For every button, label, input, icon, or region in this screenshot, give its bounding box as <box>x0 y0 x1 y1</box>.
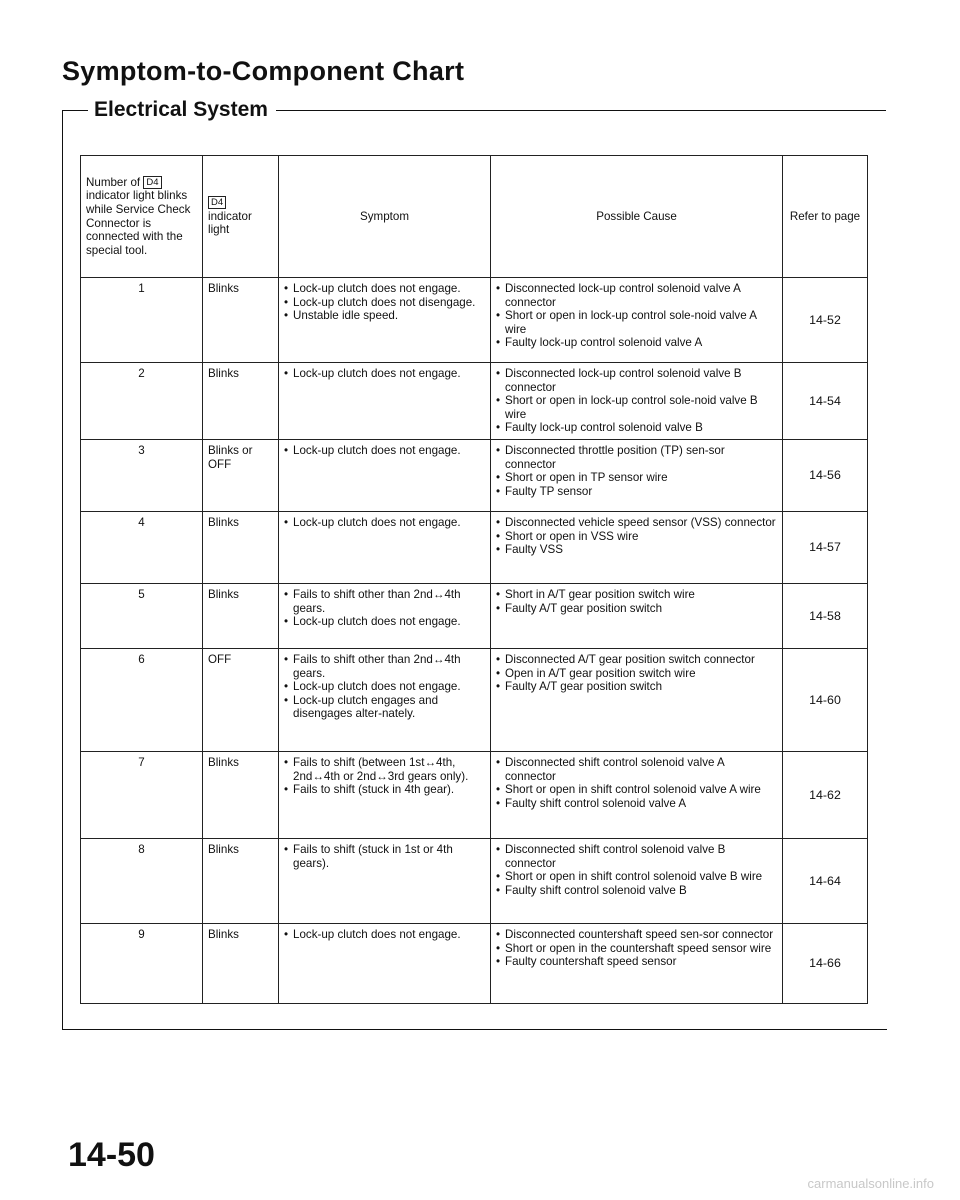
row-reference-page: 14-56 <box>783 440 868 512</box>
symptom-item: • Fails to shift (stuck in 4th gear). <box>284 783 485 797</box>
symptom-item: • Lock-up clutch does not engage. <box>284 367 485 381</box>
row-symptoms-list <box>284 756 485 797</box>
cause-item: • Short or open in VSS wire <box>496 530 777 544</box>
header-number-label: Number of <box>86 175 141 189</box>
symptom-component-table <box>80 155 868 1004</box>
row-number: 3 <box>81 440 203 512</box>
symptom-item: • Fails to shift (between 1st↔4th, 2nd↔4th or 2nd↔3rd gears only). <box>284 756 485 783</box>
row-symptoms <box>279 752 491 839</box>
cause-item: • Disconnected shift control solenoid valve A connector <box>496 756 777 783</box>
row-causes <box>491 440 783 512</box>
row-indicator-light: OFF <box>203 649 279 752</box>
symptom-item: • Fails to shift (stuck in 1st or 4th gears). <box>284 843 485 870</box>
row-causes <box>491 752 783 839</box>
cause-item: • Faulty A/T gear position switch <box>496 680 777 694</box>
table-row <box>81 440 868 512</box>
cause-item: • Faulty lock-up control solenoid valve A <box>496 336 777 350</box>
cause-item: • Disconnected throttle position (TP) sen-sor connector <box>496 444 777 471</box>
row-symptoms-list <box>284 588 485 629</box>
cause-item: • Short or open in shift control solenoid valve B wire <box>496 870 777 884</box>
symptom-item: • Lock-up clutch does not engage. <box>284 928 485 942</box>
row-number: 1 <box>81 278 203 363</box>
row-reference-page: 14-62 <box>783 752 868 839</box>
row-indicator-light: Blinks <box>203 839 279 924</box>
symptom-item: • Lock-up clutch engages and disengages alter-nately. <box>284 694 485 721</box>
row-causes <box>491 649 783 752</box>
row-indicator-light: Blinks <box>203 363 279 440</box>
table-row <box>81 649 868 752</box>
row-indicator-light: Blinks <box>203 584 279 649</box>
row-causes-list <box>496 653 777 694</box>
row-symptoms <box>279 839 491 924</box>
row-causes <box>491 512 783 584</box>
row-indicator-light: Blinks <box>203 278 279 363</box>
row-reference-page: 14-66 <box>783 924 868 1004</box>
row-reference-page: 14-60 <box>783 649 868 752</box>
row-indicator-light: Blinks <box>203 752 279 839</box>
row-causes-list <box>496 367 777 435</box>
cause-item: • Short in A/T gear position switch wire <box>496 588 777 602</box>
d4-indicator-icon: D4 <box>143 176 161 189</box>
header-symptom: Symptom <box>279 156 491 278</box>
cause-item: • Disconnected A/T gear position switch connector <box>496 653 777 667</box>
row-number: 9 <box>81 924 203 1004</box>
row-indicator-light: Blinks or OFF <box>203 440 279 512</box>
cause-item: • Open in A/T gear position switch wire <box>496 667 777 681</box>
row-symptoms-list <box>284 282 485 323</box>
cause-item: • Short or open in lock-up control sole-noid valve A wire <box>496 309 777 336</box>
section-title: Electrical System <box>88 98 276 122</box>
row-symptoms <box>279 440 491 512</box>
row-symptoms-list <box>284 444 485 458</box>
row-reference-page: 14-58 <box>783 584 868 649</box>
row-number: 4 <box>81 512 203 584</box>
cause-item: • Faulty TP sensor <box>496 485 777 499</box>
row-symptoms <box>279 512 491 584</box>
cause-item: • Faulty VSS <box>496 543 777 557</box>
row-causes-list <box>496 756 777 810</box>
cause-item: • Short or open in TP sensor wire <box>496 471 777 485</box>
row-symptoms-list <box>284 367 485 381</box>
table-row <box>81 278 868 363</box>
row-reference-page: 14-54 <box>783 363 868 440</box>
row-number: 2 <box>81 363 203 440</box>
row-indicator-light: Blinks <box>203 512 279 584</box>
row-number: 5 <box>81 584 203 649</box>
symptom-item: • Lock-up clutch does not engage. <box>284 516 485 530</box>
row-reference-page: 14-57 <box>783 512 868 584</box>
header-number-description: indicator light blinks while Service Check Connector is connected with the special tool. <box>86 189 191 257</box>
cause-item: • Faulty lock-up control solenoid valve B <box>496 421 777 435</box>
row-causes-list <box>496 928 777 969</box>
row-symptoms <box>279 363 491 440</box>
d4-indicator-icon: D4 <box>208 196 226 209</box>
table-header-row <box>81 156 868 278</box>
row-causes <box>491 363 783 440</box>
row-indicator-light: Blinks <box>203 924 279 1004</box>
header-indicator-light-label: indicator light <box>208 209 252 237</box>
header-refer-to-page: Refer to page <box>783 156 868 278</box>
header-number <box>81 156 203 278</box>
symptom-item: • Lock-up clutch does not engage. <box>284 444 485 458</box>
watermark: carmanualsonline.info <box>807 1176 934 1191</box>
row-causes <box>491 839 783 924</box>
cause-item: • Faulty shift control solenoid valve A <box>496 797 777 811</box>
cause-item: • Disconnected vehicle speed sensor (VSS) connector <box>496 516 777 530</box>
row-symptoms-list <box>284 928 485 942</box>
row-symptoms <box>279 584 491 649</box>
cause-item: • Faulty countershaft speed sensor <box>496 955 777 969</box>
page-number: 14-50 <box>68 1136 155 1174</box>
cause-item: • Disconnected countershaft speed sen-sor connector <box>496 928 777 942</box>
table-row <box>81 363 868 440</box>
symptom-item: • Lock-up clutch does not engage. <box>284 615 485 629</box>
cause-item: • Disconnected shift control solenoid valve B connector <box>496 843 777 870</box>
table-row <box>81 584 868 649</box>
row-symptoms <box>279 924 491 1004</box>
cause-item: • Faulty shift control solenoid valve B <box>496 884 777 898</box>
row-number: 6 <box>81 649 203 752</box>
page-title: Symptom-to-Component Chart <box>62 56 465 86</box>
table-body <box>81 278 868 1004</box>
cause-item: • Short or open in lock-up control sole-noid valve B wire <box>496 394 777 421</box>
symptom-item: • Fails to shift other than 2nd↔4th gears. <box>284 653 485 680</box>
row-symptoms-list <box>284 843 485 870</box>
row-causes-list <box>496 282 777 350</box>
row-symptoms <box>279 649 491 752</box>
cause-item: • Short or open in shift control solenoid valve A wire <box>496 783 777 797</box>
row-symptoms-list <box>284 516 485 530</box>
row-number: 7 <box>81 752 203 839</box>
cause-item: • Short or open in the countershaft speed sensor wire <box>496 942 777 956</box>
row-reference-page: 14-64 <box>783 839 868 924</box>
symptom-item: • Lock-up clutch does not disengage. <box>284 296 485 310</box>
header-indicator-light <box>203 156 279 278</box>
row-causes <box>491 924 783 1004</box>
symptom-item: • Lock-up clutch does not engage. <box>284 680 485 694</box>
row-symptoms <box>279 278 491 363</box>
cause-item: • Faulty A/T gear position switch <box>496 602 777 616</box>
row-causes-list <box>496 588 777 615</box>
row-symptoms-list <box>284 653 485 721</box>
table-row <box>81 924 868 1004</box>
row-causes <box>491 278 783 363</box>
row-causes <box>491 584 783 649</box>
row-causes-list <box>496 444 777 498</box>
table-row <box>81 839 868 924</box>
cause-item: • Disconnected lock-up control solenoid valve B connector <box>496 367 777 394</box>
header-possible-cause: Possible Cause <box>491 156 783 278</box>
symptom-item: • Lock-up clutch does not engage. <box>284 282 485 296</box>
row-causes-list <box>496 516 777 557</box>
row-reference-page: 14-52 <box>783 278 868 363</box>
symptom-item: • Fails to shift other than 2nd↔4th gears. <box>284 588 485 615</box>
row-causes-list <box>496 843 777 897</box>
row-number: 8 <box>81 839 203 924</box>
table-row <box>81 752 868 839</box>
table-row <box>81 512 868 584</box>
cause-item: • Disconnected lock-up control solenoid valve A connector <box>496 282 777 309</box>
symptom-item: • Unstable idle speed. <box>284 309 485 323</box>
